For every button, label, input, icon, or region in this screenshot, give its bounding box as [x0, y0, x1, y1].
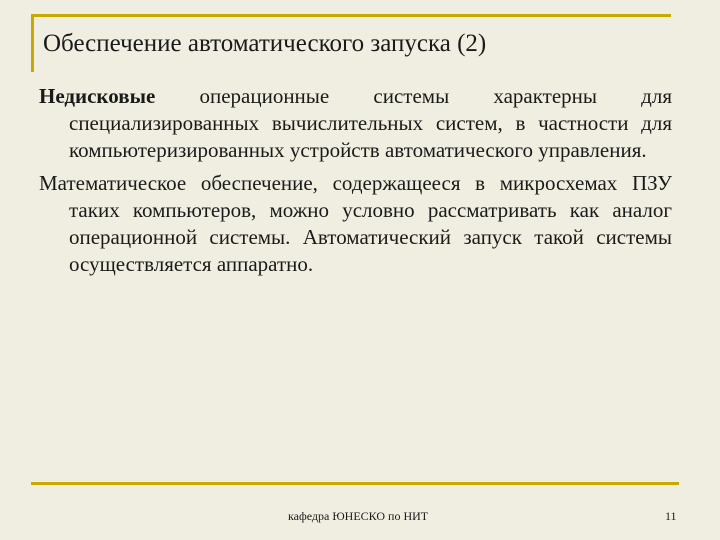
footer-divider	[31, 482, 679, 485]
title-frame-top-line	[31, 14, 671, 17]
paragraph-2	[39, 170, 672, 278]
paragraph-2-text: Математическое обеспечение, содержащееся в микросхемах ПЗУ таких компьютеров, можно условно рассматривать как аналог операционной системы. Автоматический запуск такой системы осуществляется аппаратно.	[39, 171, 672, 276]
footer-label: кафедра ЮНЕСКО по НИТ	[288, 509, 429, 523]
paragraph-1-text: операционные системы характерны для специализированных вычислительных систем, в частности для компьютеризированных устройств автоматического управления.	[69, 84, 672, 162]
paragraph-1	[39, 83, 672, 164]
slide-title: Обеспечение автоматического запуска (2)	[43, 30, 487, 57]
title-frame-left-line	[31, 14, 34, 72]
page-number: 11	[665, 509, 677, 523]
paragraph-1-bold-lead: Недисковые	[39, 84, 156, 108]
slide-body	[39, 83, 672, 284]
